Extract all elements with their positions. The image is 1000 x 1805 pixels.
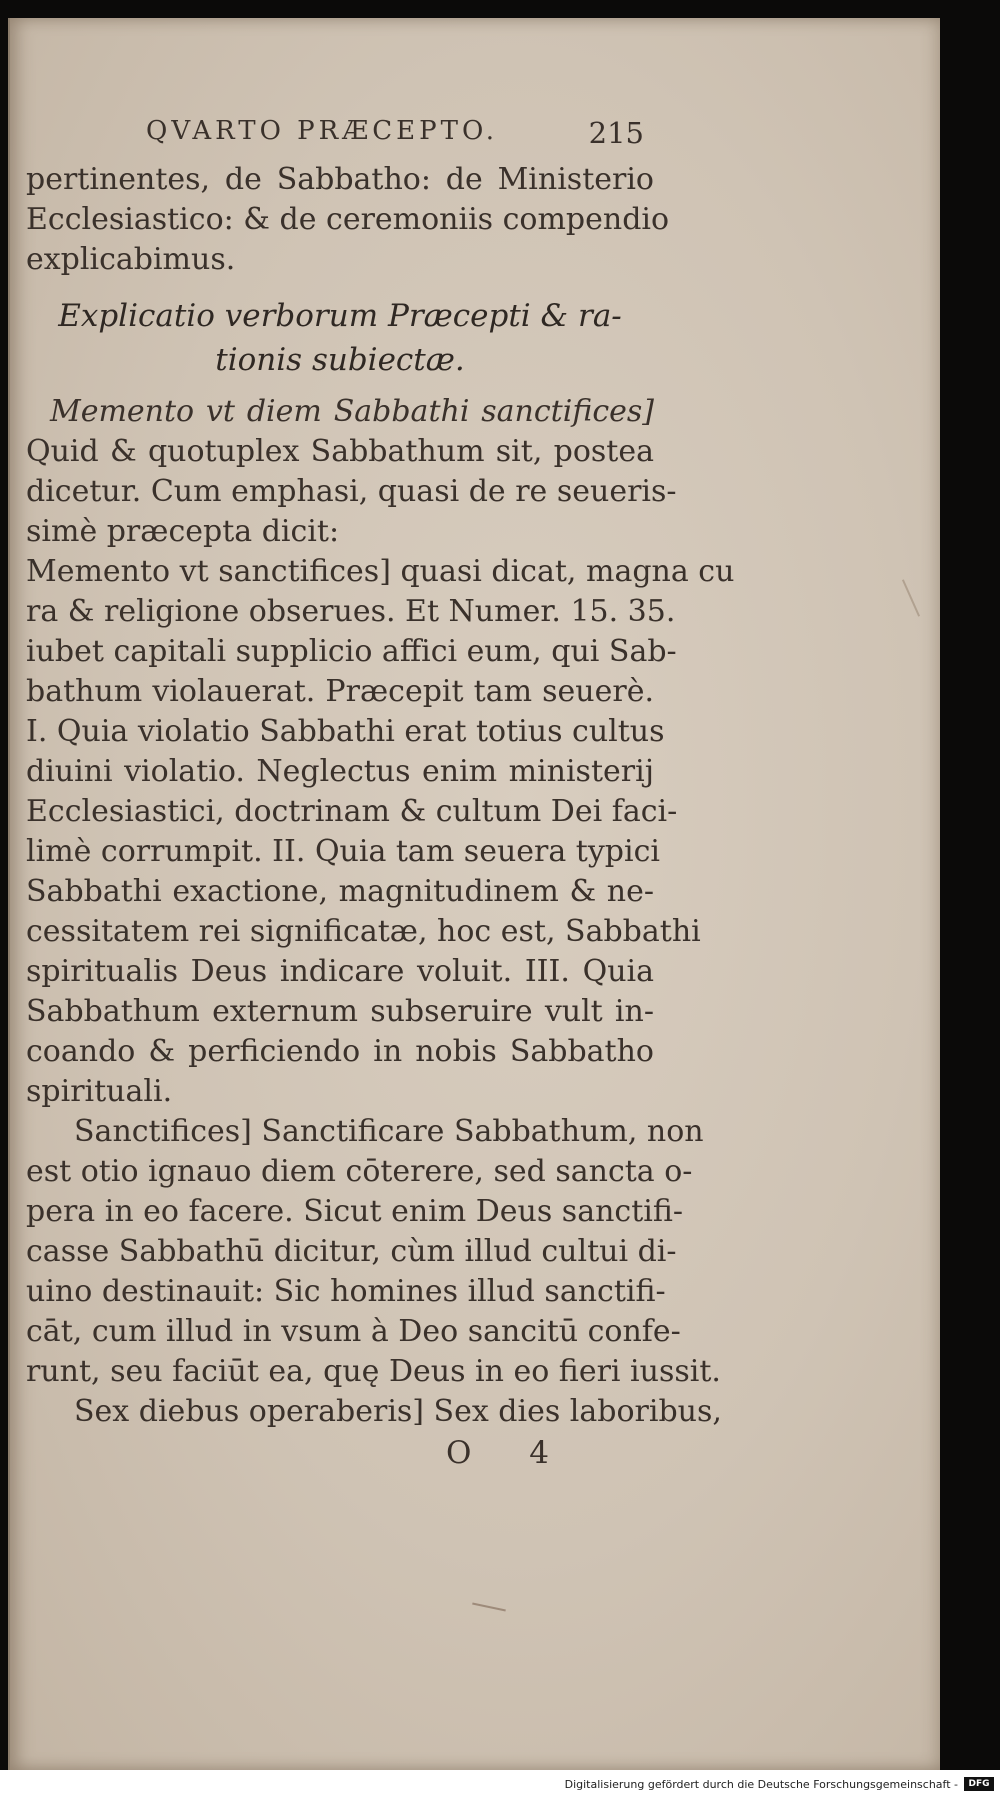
book-page [8,18,940,1770]
text-line: casse Sabbathū dicitur, cùm illud cultui di- [26,1234,677,1269]
text-line: runt, seu faciūt ea, quę Deus in eo fieri iussit. [26,1354,721,1389]
text-line: pertinentes, de Sabbatho: de Ministerio [26,162,654,197]
text-line: Sabbathum externum subseruire vult in- [26,994,654,1029]
text-line: diuini violatio. Neglectus enim ministerij [26,754,654,789]
text-line: Ecclesiastici, doctrinam & cultum Dei faci- [26,794,678,829]
text-line: bathum violauerat. Præcepit tam seuerè. [26,674,654,709]
text-line: Memento vt diem Sabbathi sanctifices] [50,394,654,429]
heading-line: tionis subiectæ. [215,342,465,378]
text-line: uino destinauit: Sic homines illud sanctifi- [26,1274,666,1309]
running-head: QVARTO PRÆCEPTO. [146,116,499,146]
dfg-logo: DFG [964,1777,994,1791]
text-line: Sanctifices] Sanctificare Sabbathum, non [74,1114,704,1149]
margin-mark [902,579,920,616]
heading-line: Explicatio verborum Præcepti & ra- [58,298,622,334]
footer-credit: Digitalisierung gefördert durch die Deutsche Forschungsgemeinschaft - [564,1778,958,1791]
text-line: I. Quia violatio Sabbathi erat totius cultus [26,714,665,749]
text-line: Sabbathi exactione, magnitudinem & ne- [26,874,654,909]
body-text [26,392,735,1432]
section-heading [26,294,654,382]
page-number: 215 [588,116,644,150]
text-line: pera in eo facere. Sicut enim Deus sanctifi- [26,1194,684,1229]
page-header [26,116,654,156]
text-line: Quid & quotuplex Sabbathum sit, postea [26,434,654,469]
text-block [26,116,735,1474]
text-line: simè præcepta dicit: [26,514,340,549]
text-line: dicetur. Cum emphasi, quasi de re seueris- [26,474,677,509]
signature-mark: O 4 [446,1435,573,1471]
text-line: est otio ignauo diem cōterere, sed sancta o- [26,1154,693,1189]
text-line: cāt, cum illud in vsum à Deo sancitū confe- [26,1314,681,1349]
pencil-mark [472,1602,506,1611]
text-line: iubet capitali supplicio affici eum, qui Sab- [26,634,677,669]
text-line: Ecclesiastico: & de ceremoniis compendio [26,202,670,237]
text-line: limè corrumpit. II. Quia tam seuera typici [26,834,660,869]
text-line: spirituali. [26,1074,173,1109]
text-line: Sex diebus operaberis] Sex dies laboribus, [74,1394,722,1429]
catchword-row [26,1432,654,1474]
text-line: cessitatem rei significatæ, hoc est, Sabbathi [26,914,701,949]
text-line: Memento vt sanctifices] quasi dicat, magna cu [26,554,735,589]
text-line: spiritualis Deus indicare voluit. III. Quia [26,954,654,989]
intro-paragraph [26,160,670,280]
text-line: ra & religione obserues. Et Numer. 15. 35. [26,594,676,629]
text-line: explicabimus. [26,242,236,277]
digitization-footer [0,1770,1000,1805]
text-line: coando & perficiendo in nobis Sabbatho [26,1034,654,1069]
